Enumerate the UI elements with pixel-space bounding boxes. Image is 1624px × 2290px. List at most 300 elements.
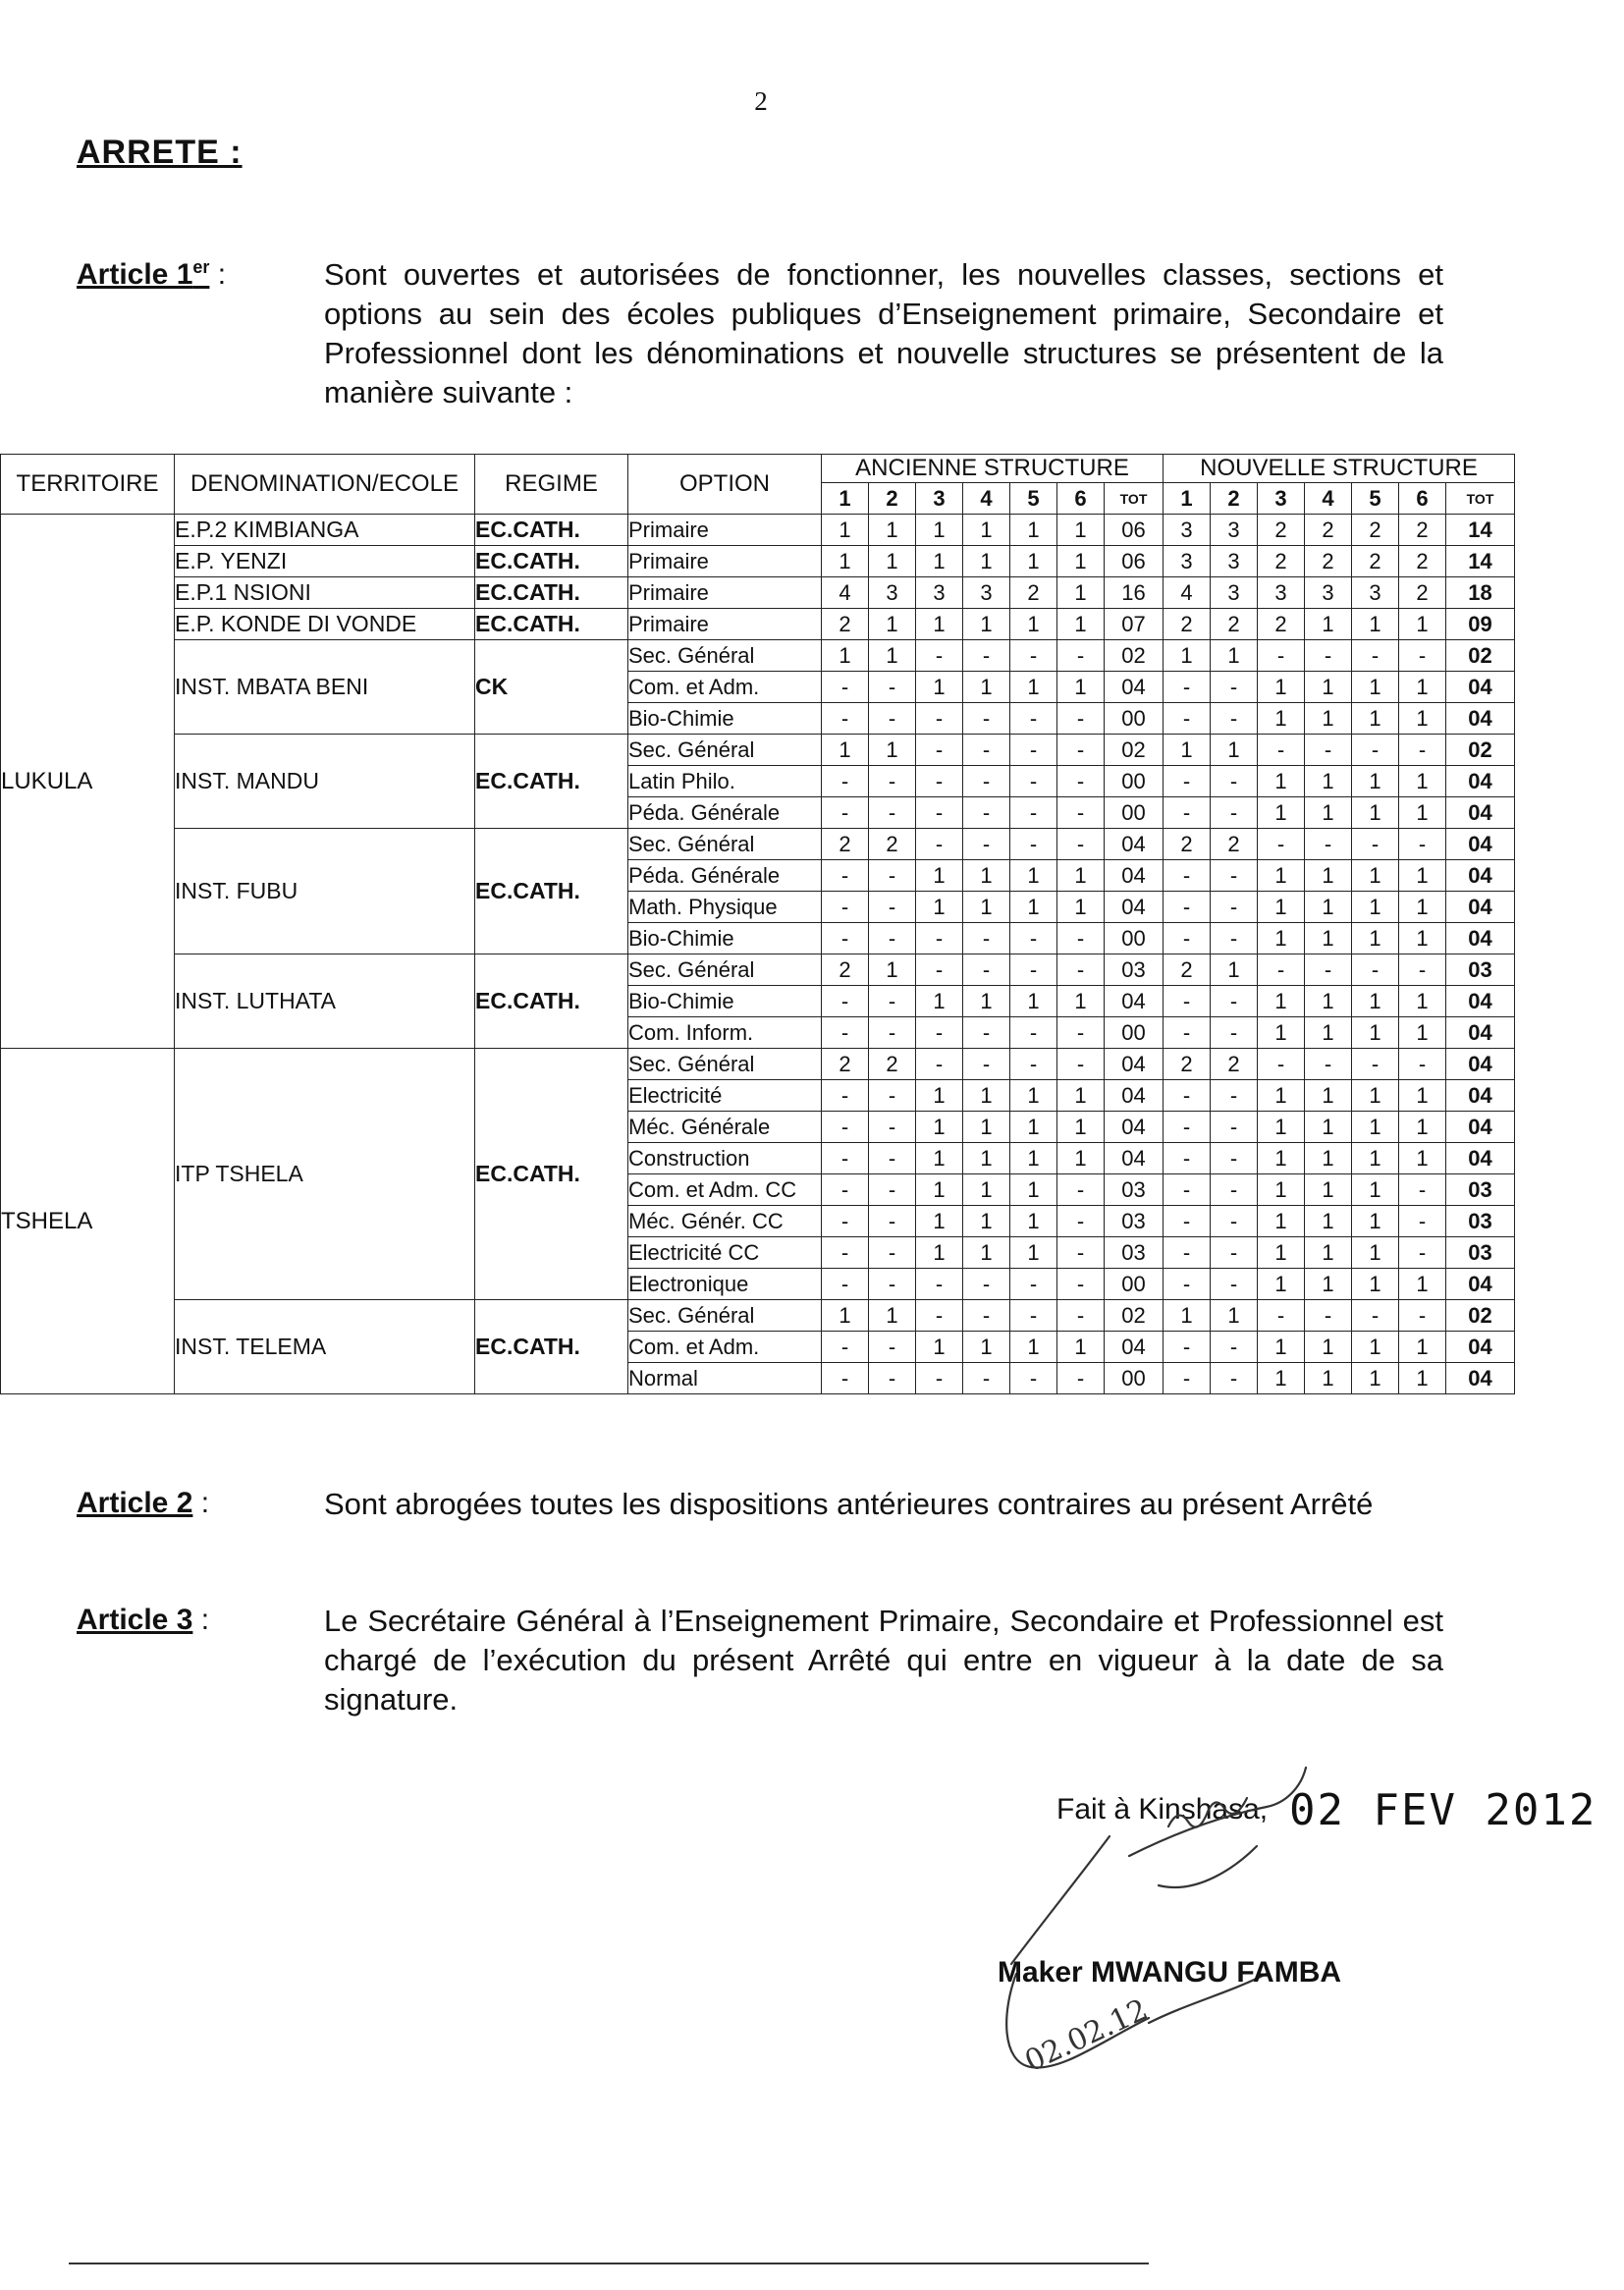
old-total-cell: 02 (1105, 735, 1164, 766)
new-year-cell: - (1211, 1080, 1258, 1112)
old-year-cell: 1 (1010, 986, 1057, 1017)
old-year-cell: 1 (1010, 860, 1057, 892)
old-year-cell: 3 (869, 577, 916, 609)
old-year-cell: - (963, 954, 1010, 986)
new-year-cell: 1 (1399, 923, 1446, 954)
old-year-cell: - (869, 703, 916, 735)
school-name-cell: E.P.1 NSIONI (175, 577, 475, 609)
option-cell: Primaire (628, 515, 822, 546)
arrete-heading: ARRETE : (77, 134, 243, 171)
new-year-cell: - (1211, 892, 1258, 923)
old-year-cell: 1 (1010, 1143, 1057, 1174)
old-year-cell: 1 (1057, 986, 1105, 1017)
old-total-cell: 07 (1105, 609, 1164, 640)
new-year-cell: 1 (1258, 860, 1305, 892)
old-total-cell: 04 (1105, 860, 1164, 892)
old-year-cell: 1 (869, 640, 916, 672)
option-cell: Sec. Général (628, 829, 822, 860)
old-year-cell: - (963, 829, 1010, 860)
school-name-cell: INST. LUTHATA (175, 954, 475, 1049)
old-total-cell: 00 (1105, 703, 1164, 735)
header-new-year-3: 3 (1258, 483, 1305, 515)
new-year-cell: 2 (1399, 546, 1446, 577)
option-cell: Bio-Chimie (628, 703, 822, 735)
old-total-cell: 04 (1105, 892, 1164, 923)
new-year-cell: - (1305, 1049, 1352, 1080)
new-year-cell: - (1164, 1143, 1211, 1174)
header-ecole: DENOMINATION/ECOLE (175, 455, 475, 515)
old-year-cell: - (869, 986, 916, 1017)
old-year-cell: 1 (916, 1080, 963, 1112)
new-year-cell: 1 (1305, 609, 1352, 640)
new-year-cell: - (1164, 1332, 1211, 1363)
regime-cell: EC.CATH. (475, 609, 628, 640)
school-name-cell: INST. TELEMA (175, 1300, 475, 1394)
old-year-cell: 1 (963, 1206, 1010, 1237)
table-row (1, 515, 1515, 546)
old-year-cell: 1 (963, 860, 1010, 892)
old-year-cell: 1 (1057, 860, 1105, 892)
new-total-cell: 04 (1446, 703, 1515, 735)
old-year-cell: - (1010, 797, 1057, 829)
new-year-cell: 1 (1305, 703, 1352, 735)
regime-cell: EC.CATH. (475, 515, 628, 546)
new-year-cell: 1 (1352, 1174, 1399, 1206)
signoff-place: Fait à Kinshasa, (1056, 1793, 1269, 1826)
old-year-cell: 1 (963, 892, 1010, 923)
new-year-cell: 1 (1352, 1143, 1399, 1174)
regime-cell: EC.CATH. (475, 829, 628, 954)
new-year-cell: - (1211, 1269, 1258, 1300)
table-row (1, 829, 1515, 860)
new-year-cell: 1 (1399, 1363, 1446, 1394)
old-year-cell: 1 (916, 1143, 963, 1174)
old-total-cell: 06 (1105, 515, 1164, 546)
new-year-cell: 3 (1211, 546, 1258, 577)
old-year-cell: - (869, 1017, 916, 1049)
option-cell: Sec. Général (628, 1300, 822, 1332)
option-cell: Normal (628, 1363, 822, 1394)
new-year-cell: 1 (1258, 1143, 1305, 1174)
new-year-cell: 1 (1258, 1237, 1305, 1269)
old-year-cell: - (869, 1174, 916, 1206)
option-cell: Electricité CC (628, 1237, 822, 1269)
old-year-cell: - (869, 1206, 916, 1237)
old-total-cell: 04 (1105, 1049, 1164, 1080)
old-total-cell: 04 (1105, 1112, 1164, 1143)
new-year-cell: 1 (1399, 672, 1446, 703)
old-year-cell: - (1010, 1017, 1057, 1049)
new-year-cell: 1 (1211, 1300, 1258, 1332)
table-row (1, 735, 1515, 766)
new-total-cell: 04 (1446, 1363, 1515, 1394)
old-year-cell: 1 (1057, 1112, 1105, 1143)
new-year-cell: - (1399, 829, 1446, 860)
option-cell: Com. et Adm. (628, 672, 822, 703)
new-year-cell: 1 (1211, 735, 1258, 766)
old-year-cell: 1 (916, 1237, 963, 1269)
old-year-cell: 1 (1057, 1080, 1105, 1112)
option-cell: Péda. Générale (628, 860, 822, 892)
new-year-cell: - (1211, 672, 1258, 703)
old-total-cell: 03 (1105, 1206, 1164, 1237)
new-year-cell: 3 (1352, 577, 1399, 609)
new-year-cell: - (1305, 829, 1352, 860)
old-year-cell: - (822, 766, 869, 797)
new-year-cell: - (1399, 1237, 1446, 1269)
header-old-year-6: 6 (1057, 483, 1105, 515)
new-year-cell: 1 (1352, 703, 1399, 735)
new-year-cell: - (1211, 1112, 1258, 1143)
new-year-cell: 1 (1352, 672, 1399, 703)
new-year-cell: 1 (1258, 797, 1305, 829)
old-year-cell: 1 (916, 609, 963, 640)
old-year-cell: 1 (1010, 609, 1057, 640)
new-year-cell: - (1164, 1363, 1211, 1394)
new-total-cell: 04 (1446, 1017, 1515, 1049)
new-year-cell: - (1352, 1300, 1399, 1332)
handwritten-date: 02.02.12 (1019, 1992, 1154, 2080)
new-total-cell: 14 (1446, 515, 1515, 546)
article-1-text: Sont ouvertes et autorisées de fonctionner, les nouvelles classes, sections et options au sein des écoles publiques d’Enseignement primaire, Secondaire et Professionnel dont les dénominations et nouvelle structures se présentent de la manière suivante : (324, 257, 1443, 409)
new-year-cell: 2 (1352, 515, 1399, 546)
old-year-cell: - (1010, 1269, 1057, 1300)
old-year-cell: 1 (869, 609, 916, 640)
new-year-cell: - (1164, 1017, 1211, 1049)
old-total-cell: 16 (1105, 577, 1164, 609)
new-year-cell: 1 (1352, 1206, 1399, 1237)
old-year-cell: - (1010, 1363, 1057, 1394)
new-year-cell: 1 (1305, 1332, 1352, 1363)
old-total-cell: 03 (1105, 1174, 1164, 1206)
old-year-cell: 1 (1057, 577, 1105, 609)
new-year-cell: 1 (1305, 1174, 1352, 1206)
option-cell: Sec. Général (628, 640, 822, 672)
new-total-cell: 04 (1446, 766, 1515, 797)
new-year-cell: - (1211, 1363, 1258, 1394)
article-3-text: Le Secrétaire Général à l’Enseignement Primaire, Secondaire et Professionnel est chargé de l’exécution du présent Arrêté qui entre en vigueur à la date de sa signature. (324, 1604, 1443, 1717)
old-year-cell: - (1057, 1174, 1105, 1206)
new-year-cell: - (1211, 1332, 1258, 1363)
new-year-cell: - (1399, 735, 1446, 766)
old-year-cell: - (916, 1300, 963, 1332)
old-total-cell: 04 (1105, 1080, 1164, 1112)
new-year-cell: 1 (1399, 1112, 1446, 1143)
regime-cell: EC.CATH. (475, 1049, 628, 1300)
new-total-cell: 03 (1446, 1206, 1515, 1237)
option-cell: Méc. Génér. CC (628, 1206, 822, 1237)
new-year-cell: - (1164, 986, 1211, 1017)
old-year-cell: - (869, 1363, 916, 1394)
old-total-cell: 04 (1105, 829, 1164, 860)
old-year-cell: 1 (963, 1237, 1010, 1269)
new-year-cell: 1 (1258, 1332, 1305, 1363)
old-year-cell: 1 (1057, 1332, 1105, 1363)
new-year-cell: 1 (1399, 1269, 1446, 1300)
old-year-cell: - (822, 1112, 869, 1143)
school-structure-table (0, 454, 1515, 1394)
header-new-year-5: 5 (1352, 483, 1399, 515)
new-year-cell: 1 (1305, 892, 1352, 923)
new-year-cell: - (1352, 735, 1399, 766)
old-year-cell: - (1010, 1049, 1057, 1080)
new-year-cell: - (1211, 1143, 1258, 1174)
old-year-cell: 1 (963, 1112, 1010, 1143)
old-year-cell: - (822, 703, 869, 735)
old-year-cell: 2 (869, 1049, 916, 1080)
new-year-cell: - (1258, 1300, 1305, 1332)
new-year-cell: 1 (1399, 1017, 1446, 1049)
old-year-cell: 1 (822, 515, 869, 546)
new-year-cell: - (1164, 892, 1211, 923)
old-year-cell: - (1057, 640, 1105, 672)
old-year-cell: - (1010, 923, 1057, 954)
table-row (1, 577, 1515, 609)
option-cell: Sec. Général (628, 954, 822, 986)
new-year-cell: 1 (1399, 797, 1446, 829)
header-nouvelle-structure: NOUVELLE STRUCTURE (1164, 455, 1515, 483)
new-year-cell: 1 (1305, 1112, 1352, 1143)
new-year-cell: 2 (1211, 1049, 1258, 1080)
new-year-cell: 3 (1164, 546, 1211, 577)
old-year-cell: 1 (916, 892, 963, 923)
old-year-cell: - (1057, 703, 1105, 735)
old-year-cell: 1 (1010, 1112, 1057, 1143)
new-total-cell: 04 (1446, 860, 1515, 892)
option-cell: Primaire (628, 609, 822, 640)
regime-cell: EC.CATH. (475, 577, 628, 609)
new-year-cell: 1 (1399, 892, 1446, 923)
school-name-cell: INST. MBATA BENI (175, 640, 475, 735)
old-year-cell: 2 (822, 829, 869, 860)
new-year-cell: - (1211, 766, 1258, 797)
old-year-cell: - (963, 1269, 1010, 1300)
territoire-cell: LUKULA (1, 515, 175, 1049)
old-year-cell: 1 (916, 986, 963, 1017)
new-year-cell: - (1164, 1112, 1211, 1143)
old-year-cell: - (916, 954, 963, 986)
old-year-cell: 1 (963, 986, 1010, 1017)
old-year-cell: - (822, 1206, 869, 1237)
old-year-cell: - (1057, 1300, 1105, 1332)
new-year-cell: 1 (1305, 1080, 1352, 1112)
old-year-cell: 1 (822, 640, 869, 672)
new-year-cell: 1 (1258, 1206, 1305, 1237)
new-year-cell: 1 (1305, 1237, 1352, 1269)
old-year-cell: 1 (916, 546, 963, 577)
old-year-cell: - (963, 703, 1010, 735)
new-year-cell: - (1258, 829, 1305, 860)
old-year-cell: 3 (916, 577, 963, 609)
old-year-cell: - (1057, 797, 1105, 829)
old-year-cell: - (963, 923, 1010, 954)
old-year-cell: - (963, 797, 1010, 829)
option-cell: Primaire (628, 546, 822, 577)
old-year-cell: 1 (869, 954, 916, 986)
option-cell: Bio-Chimie (628, 986, 822, 1017)
new-year-cell: - (1164, 1174, 1211, 1206)
new-total-cell: 04 (1446, 1112, 1515, 1143)
header-old-year-2: 2 (869, 483, 916, 515)
old-year-cell: 4 (822, 577, 869, 609)
old-year-cell: 1 (822, 546, 869, 577)
table-body (1, 515, 1515, 1394)
new-year-cell: 1 (1305, 1269, 1352, 1300)
old-year-cell: 1 (822, 735, 869, 766)
old-year-cell: 1 (916, 672, 963, 703)
old-year-cell: 1 (1010, 515, 1057, 546)
old-year-cell: - (869, 1269, 916, 1300)
old-total-cell: 00 (1105, 1363, 1164, 1394)
old-year-cell: - (1057, 1269, 1105, 1300)
new-year-cell: - (1164, 1237, 1211, 1269)
old-year-cell: - (916, 1017, 963, 1049)
new-year-cell: 1 (1305, 860, 1352, 892)
old-year-cell: 1 (1010, 1332, 1057, 1363)
old-total-cell: 02 (1105, 640, 1164, 672)
new-year-cell: 2 (1258, 515, 1305, 546)
new-total-cell: 04 (1446, 1080, 1515, 1112)
school-name-cell: ITP TSHELA (175, 1049, 475, 1300)
new-year-cell: - (1211, 986, 1258, 1017)
new-year-cell: 1 (1305, 1206, 1352, 1237)
old-year-cell: 1 (1010, 892, 1057, 923)
school-name-cell: E.P.2 KIMBIANGA (175, 515, 475, 546)
new-year-cell: - (1399, 1049, 1446, 1080)
date-stamp: 02 FEV 2012 (1289, 1785, 1597, 1835)
new-year-cell: 1 (1399, 1080, 1446, 1112)
old-total-cell: 00 (1105, 797, 1164, 829)
new-year-cell: 1 (1399, 1143, 1446, 1174)
old-year-cell: - (1010, 829, 1057, 860)
new-year-cell: - (1164, 923, 1211, 954)
old-year-cell: - (963, 1300, 1010, 1332)
header-old-year-5: 5 (1010, 483, 1057, 515)
old-year-cell: 2 (822, 954, 869, 986)
old-year-cell: 2 (1010, 577, 1057, 609)
old-year-cell: - (1010, 640, 1057, 672)
regime-cell: EC.CATH. (475, 735, 628, 829)
old-year-cell: 1 (963, 609, 1010, 640)
new-year-cell: 1 (1258, 923, 1305, 954)
old-year-cell: 2 (822, 1049, 869, 1080)
new-year-cell: 1 (1352, 1237, 1399, 1269)
new-year-cell: 1 (1399, 766, 1446, 797)
old-year-cell: - (822, 1332, 869, 1363)
new-year-cell: 3 (1211, 515, 1258, 546)
old-year-cell: - (963, 1363, 1010, 1394)
new-year-cell: 1 (1352, 766, 1399, 797)
option-cell: Méc. Générale (628, 1112, 822, 1143)
new-year-cell: 1 (1399, 986, 1446, 1017)
new-total-cell: 03 (1446, 1174, 1515, 1206)
old-year-cell: 1 (963, 672, 1010, 703)
old-total-cell: 03 (1105, 1237, 1164, 1269)
new-year-cell: 1 (1352, 986, 1399, 1017)
old-year-cell: - (822, 1174, 869, 1206)
new-total-cell: 04 (1446, 1332, 1515, 1363)
new-year-cell: - (1164, 797, 1211, 829)
old-total-cell: 04 (1105, 986, 1164, 1017)
article-1-label: Article 1er : (77, 257, 227, 291)
territoire-cell: TSHELA (1, 1049, 175, 1394)
new-year-cell: 1 (1258, 1017, 1305, 1049)
old-year-cell: 1 (916, 1112, 963, 1143)
header-new-year-6: 6 (1399, 483, 1446, 515)
old-year-cell: - (916, 703, 963, 735)
old-year-cell: - (869, 797, 916, 829)
old-year-cell: - (916, 1363, 963, 1394)
new-year-cell: - (1211, 1237, 1258, 1269)
new-total-cell: 02 (1446, 640, 1515, 672)
option-cell: Com. Inform. (628, 1017, 822, 1049)
old-year-cell: 1 (916, 1332, 963, 1363)
regime-cell: EC.CATH. (475, 546, 628, 577)
option-cell: Com. et Adm. (628, 1332, 822, 1363)
regime-cell: EC.CATH. (475, 954, 628, 1049)
header-old-year-4: 4 (963, 483, 1010, 515)
old-year-cell: - (869, 923, 916, 954)
old-year-cell: - (916, 640, 963, 672)
school-name-cell: INST. FUBU (175, 829, 475, 954)
old-year-cell: - (1010, 954, 1057, 986)
new-year-cell: - (1352, 954, 1399, 986)
old-year-cell: - (822, 860, 869, 892)
new-year-cell: - (1305, 640, 1352, 672)
new-year-cell: 1 (1352, 797, 1399, 829)
header-option: OPTION (628, 455, 822, 515)
old-year-cell: - (1057, 829, 1105, 860)
new-year-cell: 2 (1164, 954, 1211, 986)
new-year-cell: - (1164, 1080, 1211, 1112)
old-year-cell: 1 (1057, 515, 1105, 546)
new-year-cell: - (1164, 672, 1211, 703)
old-year-cell: - (869, 1143, 916, 1174)
table-row (1, 640, 1515, 672)
header-new-tot: TOT (1446, 483, 1515, 515)
old-year-cell: - (869, 860, 916, 892)
header-old-year-1: 1 (822, 483, 869, 515)
new-year-cell: 2 (1164, 1049, 1211, 1080)
new-year-cell: - (1258, 1049, 1305, 1080)
old-year-cell: - (822, 1363, 869, 1394)
old-year-cell: 1 (963, 1143, 1010, 1174)
old-year-cell: - (822, 892, 869, 923)
old-total-cell: 00 (1105, 766, 1164, 797)
new-year-cell: 1 (1258, 766, 1305, 797)
option-cell: Math. Physique (628, 892, 822, 923)
header-new-year-4: 4 (1305, 483, 1352, 515)
new-total-cell: 02 (1446, 735, 1515, 766)
old-year-cell: - (1010, 735, 1057, 766)
old-year-cell: 2 (822, 609, 869, 640)
old-year-cell: - (869, 1332, 916, 1363)
old-year-cell: - (916, 797, 963, 829)
new-year-cell: - (1211, 1017, 1258, 1049)
option-cell: Péda. Générale (628, 797, 822, 829)
old-year-cell: - (1057, 954, 1105, 986)
old-year-cell: - (1057, 1237, 1105, 1269)
old-year-cell: 1 (1010, 1080, 1057, 1112)
old-year-cell: - (1010, 766, 1057, 797)
new-year-cell: 3 (1305, 577, 1352, 609)
table-row (1, 1049, 1515, 1080)
old-total-cell: 02 (1105, 1300, 1164, 1332)
new-year-cell: 2 (1305, 546, 1352, 577)
article-2-label: Article 2 : (77, 1487, 210, 1519)
old-year-cell: - (963, 640, 1010, 672)
new-year-cell: 1 (1352, 860, 1399, 892)
